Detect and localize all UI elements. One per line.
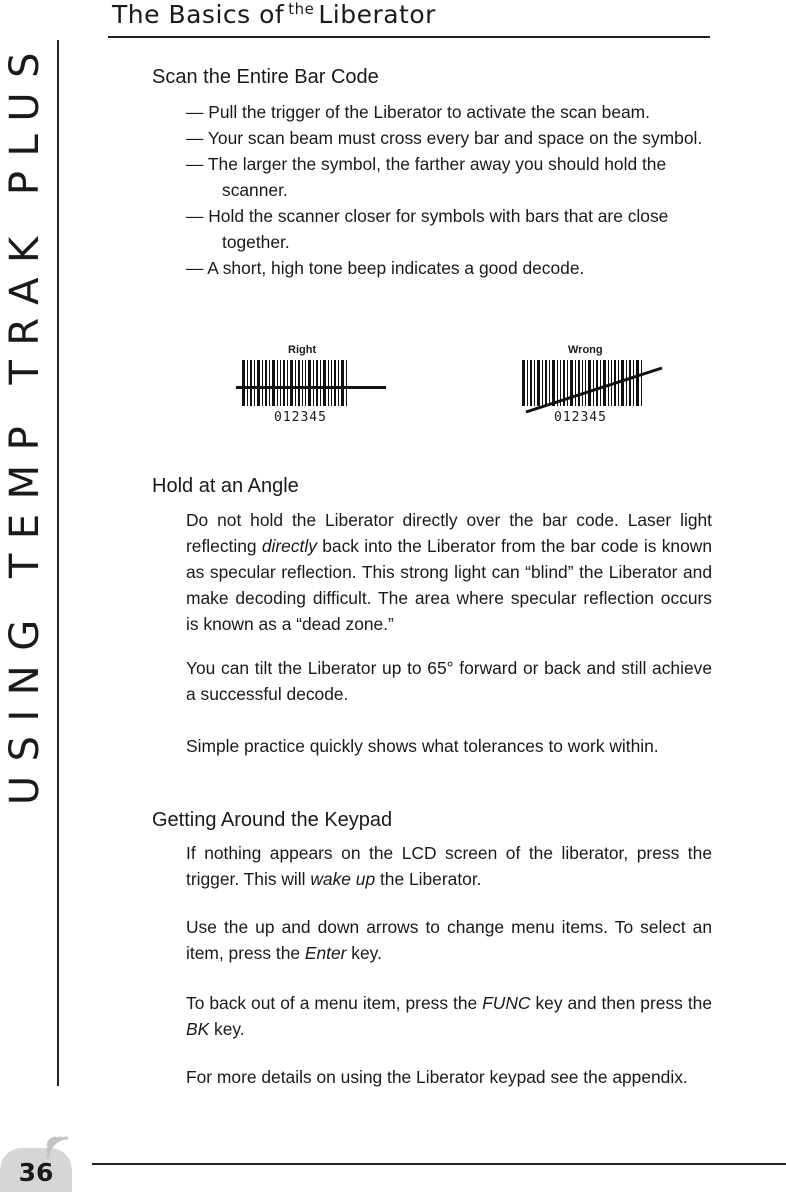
list-item: — The larger the symbol, the farther away you should hold the scanner. — [186, 154, 667, 200]
header-rule — [108, 36, 710, 38]
side-band — [3, 38, 47, 1038]
keypad-paragraph-1 — [186, 840, 712, 892]
text-run: To back out of a menu item, press the — [186, 993, 483, 1013]
text-run: the Liberator. — [375, 869, 482, 889]
section-heading-scan: Scan the Entire Bar Code — [152, 66, 379, 88]
side-rule — [57, 40, 59, 1086]
section-heading-angle: Hold at an Angle — [152, 475, 299, 497]
text-run: key. — [346, 943, 382, 963]
section-heading-keypad: Getting Around the Keypad — [152, 809, 393, 831]
text-run: key. — [209, 1019, 245, 1039]
barcode-wrong-digits: 012345 — [554, 410, 607, 425]
title-prefix: The Basics of — [112, 0, 285, 29]
signal-waves-icon — [40, 1124, 76, 1160]
text-run: If nothing appears on the LCD screen of the liberator, press the trigger. This will — [186, 843, 712, 889]
scan-bullet-list — [186, 99, 712, 281]
barcode-wrong-graphic — [516, 360, 666, 414]
keypad-paragraph-3 — [186, 990, 712, 1042]
keypad-paragraph-4: For more details on using the Liberator keypad see the appendix. — [186, 1067, 688, 1087]
list-item: — Hold the scanner closer for symbols with bars that are close together. — [186, 206, 669, 252]
title-suffix: Liberator — [318, 0, 436, 29]
figure-label-right: Right — [288, 344, 317, 356]
text-run: key and then press the — [530, 993, 712, 1013]
text-run: Do not hold the Liberator directly over the bar code. Laser light reflecting — [186, 510, 712, 556]
emphasis-text: FUNC — [482, 993, 531, 1013]
emphasis-text: wake up — [310, 869, 376, 889]
angle-paragraph-2: You can tilt the Liberator up to 65° forward or back and still achieve a successful decode. — [186, 658, 712, 704]
emphasis-text: BK — [186, 1019, 210, 1039]
side-band-text: USING TEMP TRAK PLUS — [2, 38, 48, 806]
angle-paragraph-3: Simple practice quickly shows what tolerances to work within. — [186, 736, 659, 756]
angle-paragraph-1 — [186, 507, 712, 637]
figure-label-wrong: Wrong — [568, 344, 603, 356]
footer-rule — [92, 1163, 786, 1165]
page-number: 36 — [18, 1158, 54, 1187]
list-item: — A short, high tone beep indicates a good decode. — [186, 258, 585, 278]
barcode-right-digits: 012345 — [274, 410, 327, 425]
barcode-right-graphic — [236, 360, 388, 410]
list-item: — Your scan beam must cross every bar and space on the symbol. — [186, 128, 703, 148]
emphasis-text: Enter — [304, 943, 347, 963]
keypad-paragraph-2 — [186, 914, 712, 966]
title-superscript: the — [288, 0, 315, 18]
page-title — [112, 0, 436, 29]
text-run: Use the up and down arrows to change menu items. To select an item, press the — [186, 917, 712, 963]
list-item: — Pull the trigger of the Liberator to activate the scan beam. — [186, 102, 651, 122]
text-run: back into the Liberator from the bar code is known as specular reflection. This strong light can “blind” the Liberator and make decoding difficult. The area where specular reflection occurs is known as a “dead zone.” — [186, 536, 712, 634]
emphasis-text: directly — [261, 536, 317, 556]
